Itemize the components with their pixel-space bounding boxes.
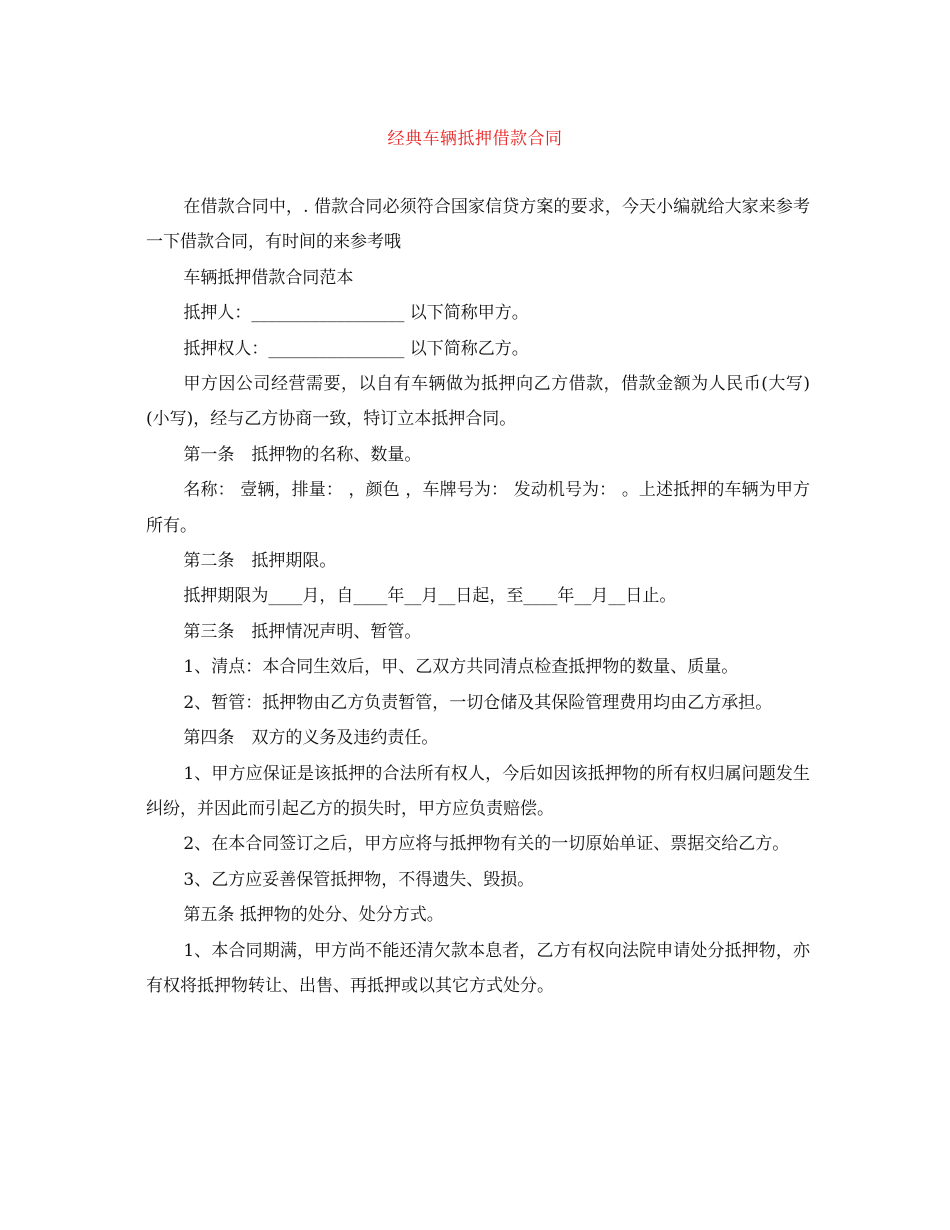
sample-heading: 车辆抵押借款合同范本	[183, 267, 354, 288]
mortgagor-line: 抵押人：__________________ 以下简称甲方。	[183, 303, 529, 324]
document-title: 经典车辆抵押借款合同	[387, 129, 563, 149]
article-2-content: 抵押期限为____月，自____年__月__日起，至____年__月__日止。	[183, 586, 677, 607]
mortgagee-line: 抵押权人：________________ 以下简称乙方。	[183, 338, 529, 359]
article-4-item-3: 3、乙方应妥善保管抵押物，不得遗失、毁损。	[183, 869, 535, 890]
article-4-item-1: 1、甲方应保证是该抵押的合法所有权人，今后如因该抵押物的所有权归属问题发生纠纷，并因此而引起乙方的损失时，甲方应负责赔偿。	[146, 763, 810, 819]
document-body	[146, 190, 810, 1004]
intro-paragraph: 在借款合同中，. 借款合同必须符合国家信贷方案的要求，今天小编就给大家来参考一下借款合同，有时间的来参考哦	[146, 197, 810, 253]
article-3-heading: 第三条 抵押情况声明、暂管。	[183, 621, 422, 642]
article-1-heading: 第一条 抵押物的名称、数量。	[183, 444, 422, 465]
article-2-heading: 第二条 抵押期限。	[183, 551, 337, 572]
article-3-item-1: 1、清点：本合同生效后，甲、乙双方共同清点检查抵押物的数量、质量。	[183, 657, 739, 678]
article-5-heading: 第五条 抵押物的处分、处分方式。	[183, 905, 444, 926]
article-5-item-1: 1、本合同期满，甲方尚不能还清欠款本息者，乙方有权向法院申请处分抵押物，亦有权将抵押物转让、出售、再抵押或以其它方式处分。	[146, 940, 810, 996]
article-1-content: 名称： 壹辆，排量： ，颜色 ，车牌号为： 发动机号为： 。上述抵押的车辆为甲方所有。	[146, 480, 810, 536]
loan-purpose-paragraph: 甲方因公司经营需要，以自有车辆做为抵押向乙方借款，借款金额为人民币(大写) (小写)，经与乙方协商一致，特订立本抵押合同。	[146, 374, 810, 430]
article-4-heading: 第四条 双方的义务及违约责任。	[183, 728, 439, 749]
article-3-item-2: 2、暂管：抵押物由乙方负责暂管，一切仓储及其保险管理费用均由乙方承担。	[183, 692, 773, 713]
article-4-item-2: 2、在本合同签订之后，甲方应将与抵押物有关的一切原始单证、票据交给乙方。	[183, 834, 790, 855]
